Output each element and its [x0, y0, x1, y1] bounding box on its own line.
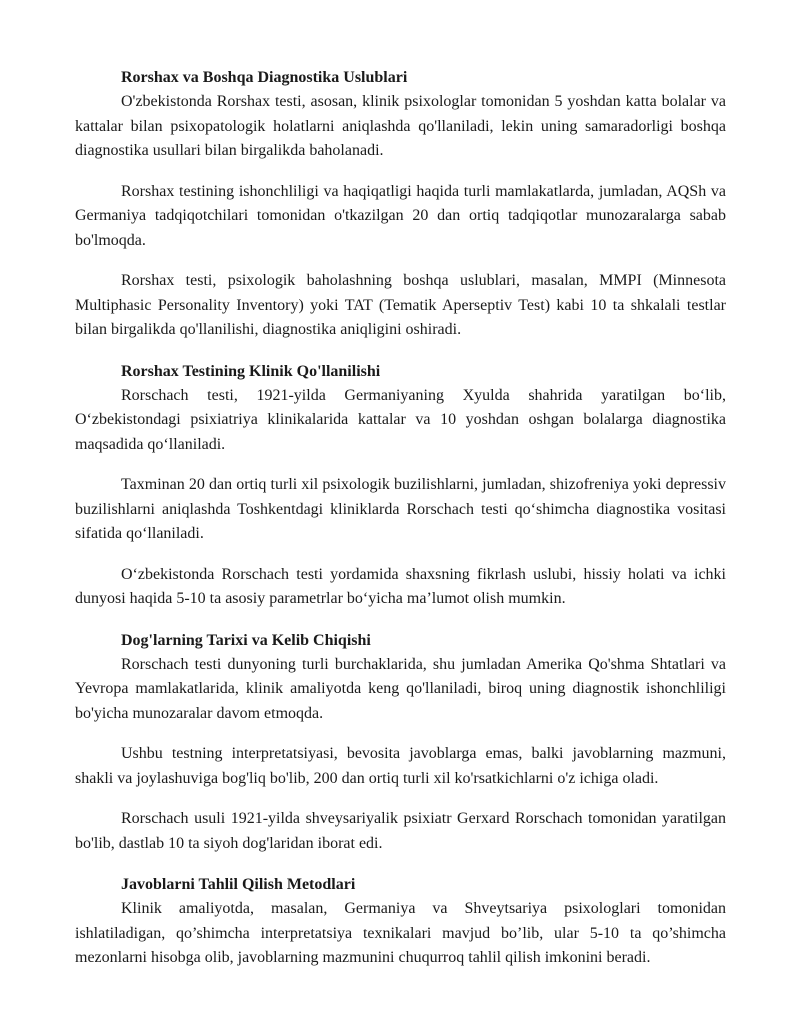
section-heading: Rorshax va Boshqa Diagnostika Uslublari — [121, 69, 408, 86]
section-doglar-tarixi — [75, 629, 726, 857]
paragraph: Taxminan 20 dan ortiq turli xil psixologik buzilishlarni, jumladan, shizofreniya yoki depressiv buzilishlarni aniqlashda Toshkentdagi kliniklarda Rorschach testi qo‘shimcha diagnostika vositasi sifatida qo‘llaniladi. — [75, 476, 726, 542]
section-heading: Dog'larning Tarixi va Kelib Chiqishi — [121, 631, 371, 649]
section-javoblar-tahlili — [75, 873, 726, 971]
paragraph: O‘zbekistonda Rorschach testi yordamida shaxsning fikrlash uslubi, hissiy holati va ichki dunyosi haqida 5-10 ta asosiy parametrlar bo‘yicha ma’lumot olish mumkin. — [75, 565, 726, 607]
section-heading: Javoblarni Tahlil Qilish Metodlari — [121, 876, 356, 893]
paragraph: Rorschach usuli 1921-yilda shveysariyalik psixiatr Gerxard Rorschach tomonidan yaratilgan bo'lib, dastlab 10 ta siyoh dog'laridan iborat edi. — [75, 810, 726, 852]
paragraph: Klinik amaliyotda, masalan, Germaniya va Shveytsariya psixologlari tomonidan ishlatiladigan, qo’shimcha interpretatsiya texnikalari mavjud bo’lib, ular 5-10 ta qo’shimcha mezonlarni hisobga olib, javoblarning mazmunini chuqurroq tahlil qilish imkonini beradi. — [75, 900, 726, 966]
paragraph: Ushbu testning interpretatsiyasi, bevosita javoblarga emas, balki javoblarning mazmuni, shakli va joylashuviga bog'liq bo'lib, 200 dan ortiq turli xil ko'rsatkichlarni o'z ichiga oladi. — [75, 745, 726, 787]
paragraph: O'zbekistonda Rorshax testi, asosan, klinik psixologlar tomonidan 5 yoshdan katta bolalar va kattalar bilan psixopatologik holatlarni aniqlashda qo'llaniladi, lekin uning samaradorligi boshqa diagnostika usullari bilan birgalikda baholanadi. — [75, 93, 726, 159]
section-klinik-qollanilishi — [75, 360, 726, 612]
paragraph: Rorshax testining ishonchliligi va haqiqatligi haqida turli mamlakatlarda, jumladan, AQSh va Germaniya tadqiqotchilari tomonidan o'tkazilgan 20 dan ortiq tadqiqotlar munozaralarga sabab bo'lmoqda. — [75, 182, 726, 249]
section-rorshax-diagnostika — [75, 66, 726, 343]
section-heading: Rorshax Testining Klinik Qo'llanilishi — [121, 362, 381, 380]
document-page — [75, 66, 726, 971]
paragraph: Rorschach testi dunyoning turli burchaklarida, shu jumladan Amerika Qo'shma Shtatlari va Yevropa mamlakatlarida, klinik amaliyotda keng qo'llaniladi, biroq uning diagnostik ishonchliligi bo'yicha munozaralar davom etmoqda. — [75, 655, 726, 722]
paragraph: Rorshax testi, psixologik baholashning boshqa uslublari, masalan, MMPI (Minnesota Multiphasic Personality Inventory) yoki TAT (Tematik Aperseptiv Test) kabi 10 ta shkalali testlar bilan birgalikda qo'llanilishi, diagnostika aniqligini oshiradi. — [75, 272, 726, 338]
paragraph: Rorschach testi, 1921-yilda Germaniyaning Xyulda shahrida yaratilgan bo‘lib, O‘zbekistondagi psixiatriya klinikalarida kattalar va 10 yoshdan oshgan bolalarga diagnostika maqsadida qo‘llaniladi. — [75, 386, 726, 453]
